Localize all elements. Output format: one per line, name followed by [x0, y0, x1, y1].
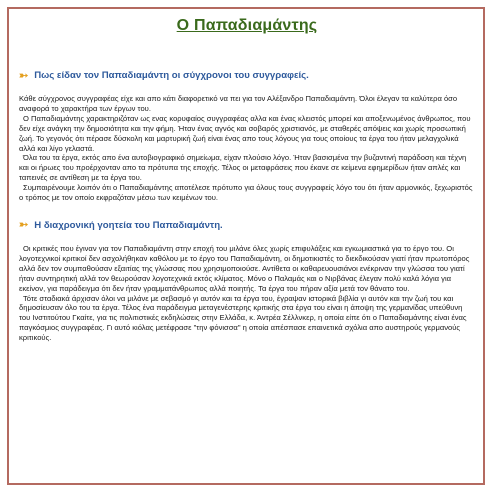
- section-heading-timeless-charm: [19, 220, 475, 231]
- section-heading-text: Πως είδαν τον Παπαδιαμάντη οι σύγχρονοι του συγγραφείς.: [34, 70, 309, 81]
- paragraph: Τότε σταδιακά άρχισαν όλοι να μιλάνε με σεβασμό γι αυτόν και τα έργα του, έγραψαν ιστορικά βιβλία γι αυτόν και την ζωή του και δημοσίευσαν όλο του τα έργα. Τέλος ένα παράδειγμα μεταγενέστερης κριτικής στα έργα του είναι η άποψη της γερμανίδας υπεύθυνη του Ινστιτούτου Γκαίτε, για τις πολιτιστικές εκδηλώσεις στην Ελλάδα, κ. Άντρέα Σέλλνκερ, η οποία είπε ότι ο Παπαδιαμάντης είναι ένας παγκόσμιος συγγραφέας. Γι αυτό κιόλας μετέφρασε "την φόνισσα" η οποία απέσπασε επαινετικά σχόλια απο αυστηρούς γερμανούς κριτικούς.: [19, 293, 467, 343]
- page-frame: [7, 7, 485, 485]
- bullet-icon: ➳: [19, 69, 29, 82]
- page-content: [19, 17, 475, 343]
- bullet-icon: ➳: [19, 219, 29, 232]
- section-heading-contemporaries: [19, 70, 475, 81]
- paragraph: Συμπαιρένουμε λοιπόν ότι ο Παπαδιαμάντης αποτέλεσε πρότυπο για όλους τους συγγραφείς λόγο του ότι ήταν αρμονικός, ξεχωριστός ο τρόπος με τον οποίο εκφραζόταν μέσω των κειμένων του.: [19, 183, 473, 203]
- page-title: Ο Παπαδιαμάντης: [176, 17, 318, 34]
- section-body-contemporaries: [19, 94, 475, 203]
- paragraph: Κάθε σύγχρονος συγγραφέας είχε και απο κάτι διαφορετικό να πει για τον Αλέξανδρο Παπαδιαμάντη. Όλοι έλεγαν τα καλύτερα όσο αναφορά το χαρακτήρα των έργων του.: [19, 94, 458, 113]
- section-body-timeless-charm: [19, 244, 475, 343]
- paragraph: Όλα του τα έργα, εκτός απο ένα αυτοβιογραφικό σημείωμα, είχαν πλούσιο λόγο. Ήταν βασισμένα την βυζαντινή παράδοση και τέχνη και οι ήρωες του προέρχονταν απο τα πρότυπα της εποχής. Τέλος οι μεταφράσεις που έκανε σε κείμενα εφημερίδων ήταν απλές και ταπεινές σε αντίθεση με τα έργα του.: [19, 153, 467, 183]
- paragraph: Οι κριτικές που έγιναν για τον Παπαδιαμάντη στην εποχή του μιλάνε όλες χωρίς επιφυλάξεις και εγκωμιαστικά για το έργο του. Οι λογοτεχνικοί κριτικοί δεν ασχολήθηκαν καθόλου με το έργο του Παπαδιαμάντη, οι δημοτικιστές το διεκδικούσαν γιατί ήταν πρωτοπόρος αλλά δεν τον συμπαθούσαν εξαιτίας της γλώσσας που χρησιμοποιούσε. Αντίθετα οι καθαρευουσιάνοι ενέκριναν την γλώσσα του γιατί ήταν συντηρητική αλλά τον θεωρούσαν λογοτεχνικά εκτός κλίματος. Μόνο ο Παλαμάς και ο Νιρβάνας έλεγαν πολύ καλά λόγια για εκείνον, για παράδειγμα ότι δεν ήταν γραμματάνθρωπος αλλά ποιητής. Τα έργα του πήραν αξία μετά τον θάνατο του.: [19, 243, 470, 293]
- paragraph: Ο Παπαδιαμάντης χαρακτηριζόταν ως ενας κορυφαίος συγγραφέας αλλα και ένας κλειστός μπορεί και αποξενωμένος άνθρωπος, που δεν είχε ανάγκη την δημοσιότητα και την φήμη. Ήταν ένας αγνός και σοβαρός χριστιανός, με σταθερές απόψεις και χωρίς προσωπική ζωή. Το γεγονός ότι πέρασε δύσκολη και μαρτυρική ζωή είναι ένας απο τους λόγους για τους οποίους τα έργα του ήταν μελαγχολικά αλλά και λίγο γελαστά.: [19, 113, 471, 153]
- section-heading-text: Η διαχρονική γοητεία του Παπαδιαμάντη.: [34, 219, 223, 231]
